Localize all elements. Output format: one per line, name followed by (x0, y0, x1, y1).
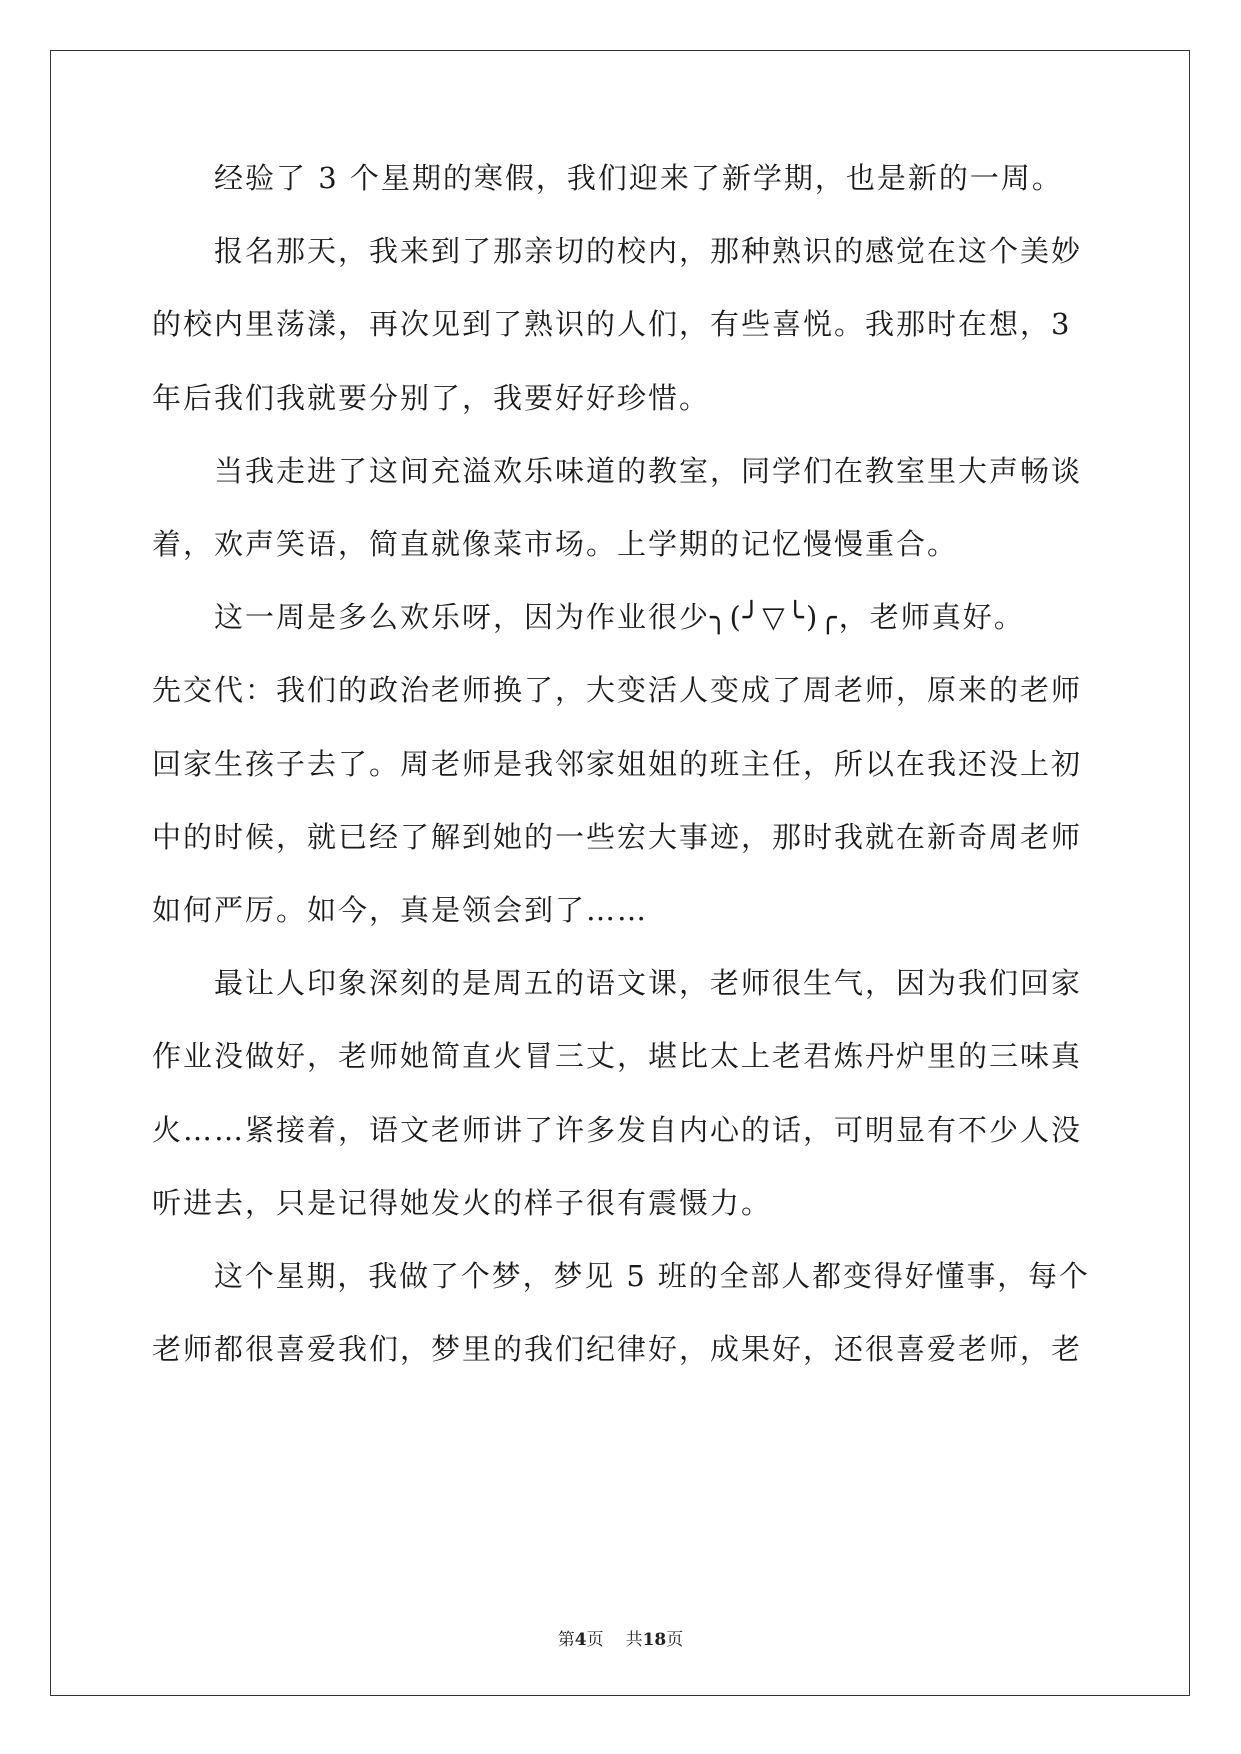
page-number: 4 (574, 1630, 587, 1650)
total-suffix: 页 (666, 1630, 684, 1650)
text-line: 这个星期，我做了个梦，梦见 5 班的全部人都变得好懂事，每个 (214, 1259, 1090, 1293)
page-suffix: 页 (586, 1630, 604, 1650)
text-line: 中的时候，就已经了解到她的一些宏大事迹，那时我就在新奇周老师 (152, 819, 1083, 854)
text-line: 最让人印象深刻的是周五的语文课，老师很生气，因为我们回家 (214, 966, 1083, 1001)
text-line: 这一周是多么欢乐呀，因为作业很少╮(╯▽╰)╭，老师真好。 (214, 600, 1025, 635)
text-line: 听进去，只是记得她发火的样子很有震慑力。 (152, 1185, 773, 1220)
page-footer (0, 1628, 1241, 1652)
total-pages: 18 (642, 1630, 667, 1650)
text-line: 年后我们我就要分别了，我要好好珍惜。 (152, 380, 711, 415)
text-line: 回家生孩子去了。周老师是我邻家姐姐的班主任，所以在我还没上初 (152, 746, 1083, 781)
text-line: 老师都很喜爱我们，梦里的我们纪律好，成果好，还很喜爱老师，老 (152, 1332, 1083, 1367)
page-border (50, 50, 1190, 1696)
text-line: 先交代：我们的政治老师换了，大变活人变成了周老师，原来的老师 (152, 673, 1083, 708)
page-prefix: 第 (557, 1630, 575, 1650)
text-line: 当我走进了这间充溢欢乐味道的教室，同学们在教室里大声畅谈 (214, 453, 1083, 488)
text-line: 着，欢声笑语，简直就像菜市场。上学期的记忆慢慢重合。 (152, 527, 959, 561)
text-line: 的校内里荡漾，再次见到了熟识的人们，有些喜悦。我那时在想，3 (152, 307, 1072, 342)
text-line: 经验了 3 个星期的寒假，我们迎来了新学期，也是新的一周。 (214, 161, 1063, 195)
text-line: 作业没做好，老师她简直火冒三丈，堪比太上老君炼丹炉里的三味真 (152, 1039, 1083, 1074)
total-prefix: 共 (625, 1630, 643, 1650)
text-line: 火……紧接着，语文老师讲了许多发自内心的话，可明显有不少人没 (152, 1112, 1083, 1147)
text-line: 报名那天，我来到了那亲切的校内，那种熟识的感觉在这个美妙 (214, 234, 1083, 269)
text-line: 如何严厉。如今，真是领会到了…… (152, 893, 649, 927)
